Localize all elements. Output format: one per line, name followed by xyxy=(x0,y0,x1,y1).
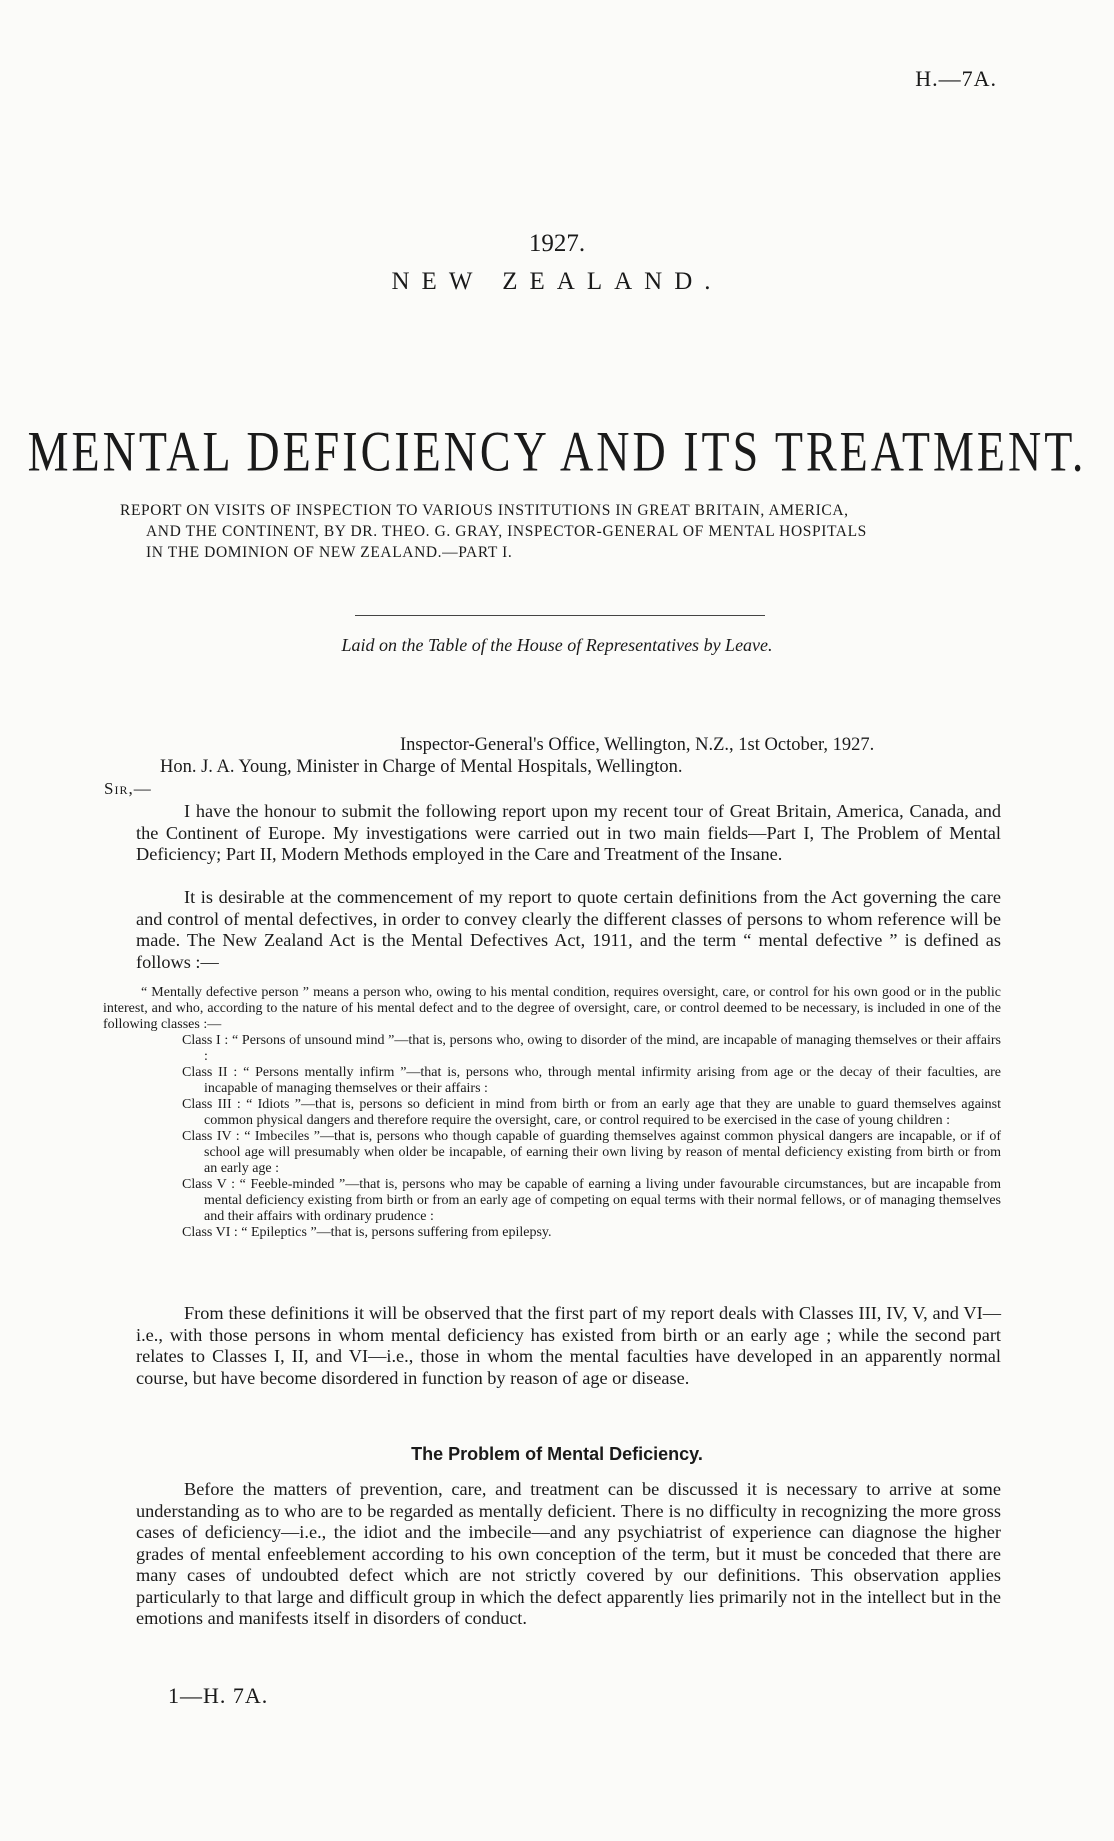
paragraph: Before the matters of prevention, care, and treatment can be discussed it is necessary to arrive at some understanding as to who are to be regarded as mentally deficient. There is no difficulty in recognizing the more gross cases of deficiency—i.e., the idiot and the imbecile—and any psychiatrist of experience can diagnose the higher grades of mental enfeeblement according to his own conception of the term, but it must be conceded that there are many cases of undoubted defect which are not strictly covered by our definitions. This observation applies particularly to that large and difficult group in which the defect apparently lies primarily not in the intellect but in the emotions and manifests itself in disorders of conduct. xyxy=(136,1479,1001,1628)
class-item xyxy=(103,1177,1001,1225)
report-title: MENTAL DEFICIENCY AND ITS TREATMENT. xyxy=(27,419,1087,483)
class-text: “ Persons mentally infirm ”—that is, persons who, through mental infirmity arising from age or the decay of their faculties, are incapable of managing themselves or their affairs : xyxy=(204,1065,1001,1096)
class-label: Class V : xyxy=(182,1177,236,1192)
class-label: Class II : xyxy=(182,1065,238,1080)
laid-on-table-note: Laid on the Table of the House of Representatives by Leave. xyxy=(341,635,773,655)
class-text: “ Idiots ”—that is, persons so deficient in mind from birth or from an early age that they are unable to guard themselves against common physical dangers and therefore require the oversight, care, or control required to be exercised in the case of young children : xyxy=(204,1097,1002,1128)
paragraph: It is desirable at the commencement of my report to quote certain definitions from the Act governing the care and control of mental defectives, in order to convey clearly the different classes of persons to whom reference will be made. The New Zealand Act is the Mental Defectives Act, 1911, and the term “ mental defective ” is defined as follows :— xyxy=(136,887,1001,972)
class-item xyxy=(103,1065,1001,1097)
salutation: Sir,— xyxy=(104,779,152,798)
class-item xyxy=(103,1129,1001,1177)
class-label: Class IV : xyxy=(182,1129,240,1144)
page-reference: 1—H. 7A. xyxy=(168,1683,269,1708)
addressee: Hon. J. A. Young, Minister in Charge of Mental Hospitals, Wellington. xyxy=(160,757,683,777)
report-subtitle xyxy=(120,500,1010,563)
class-item xyxy=(103,1033,1001,1065)
class-list xyxy=(103,1033,1001,1241)
year: 1927. xyxy=(528,230,586,257)
section-heading: The Problem of Mental Deficiency. xyxy=(411,1444,703,1464)
class-text: “ Persons of unsound mind ”—that is, persons who, owing to disorder of the mind, are incapable of managing themselves or their affairs : xyxy=(204,1033,1001,1064)
document-reference: H.—7A. xyxy=(915,66,997,91)
class-item xyxy=(103,1225,1001,1241)
country-heading: NEW ZEALAND. xyxy=(391,268,723,295)
class-text: “ Imbeciles ”—that is, persons who though capable of guarding themselves against common physical dangers are incapable, or if of school age will presumably when older be incapable, of earning their own living by reason of mental deficiency existing from birth or from an early age : xyxy=(204,1129,1002,1176)
class-text: “ Epileptics ”—that is, persons suffering from epilepsy. xyxy=(241,1225,552,1240)
subtitle-line: REPORT ON VISITS OF INSPECTION TO VARIOUS INSTITUTIONS IN GREAT BRITAIN, AMERICA, xyxy=(120,502,849,519)
subtitle-line: IN THE DOMINION OF NEW ZEALAND.—PART I. xyxy=(146,544,513,561)
definition-lead: “ Mentally defective person ” means a person who, owing to his mental condition, requires oversight, care, or control for his own good or in the public interest, and who, according to the nature of his mental defect and to the degree of oversight, care, or control deemed to be necessary, is included in one of the following classes :— xyxy=(103,985,1001,1032)
class-text: “ Feeble-minded ”—that is, persons who may be capable of earning a living under favourable circumstances, but are incapable from mental deficiency existing from birth or from an early age of competing on equal terms with their normal fellows, or of managing themselves and their affairs with ordinary prudence : xyxy=(204,1177,1002,1224)
divider xyxy=(355,615,765,616)
class-label: Class VI : xyxy=(182,1225,238,1240)
paragraph: From these definitions it will be observed that the first part of my report deals with Classes III, IV, V, and VI—i.e., with those persons in whom mental deficiency has existed from birth or an early age ; while the second part relates to Classes I, II, and VI—i.e., those in whom the mental faculties have developed in an apparently normal course, but have become disordered in function by reason of age or disease. xyxy=(136,1303,1001,1388)
paragraph: I have the honour to submit the following report upon my recent tour of Great Britain, America, Canada, and the Continent of Europe. My investigations were carried out in two main fields—Part I, The Problem of Mental Deficiency; Part II, Modern Methods employed in the Care and Treatment of the Insane. xyxy=(136,801,1001,864)
class-label: Class I : xyxy=(182,1033,229,1048)
office-dateline: Inspector-General's Office, Wellington, N.Z., 1st October, 1927. xyxy=(400,735,875,755)
subtitle-line: AND THE CONTINENT, BY DR. THEO. G. GRAY, INSPECTOR-GENERAL OF MENTAL HOSPITALS xyxy=(146,523,867,540)
class-item xyxy=(103,1097,1001,1129)
class-label: Class III : xyxy=(182,1097,241,1112)
definition-quote xyxy=(103,985,1001,1241)
